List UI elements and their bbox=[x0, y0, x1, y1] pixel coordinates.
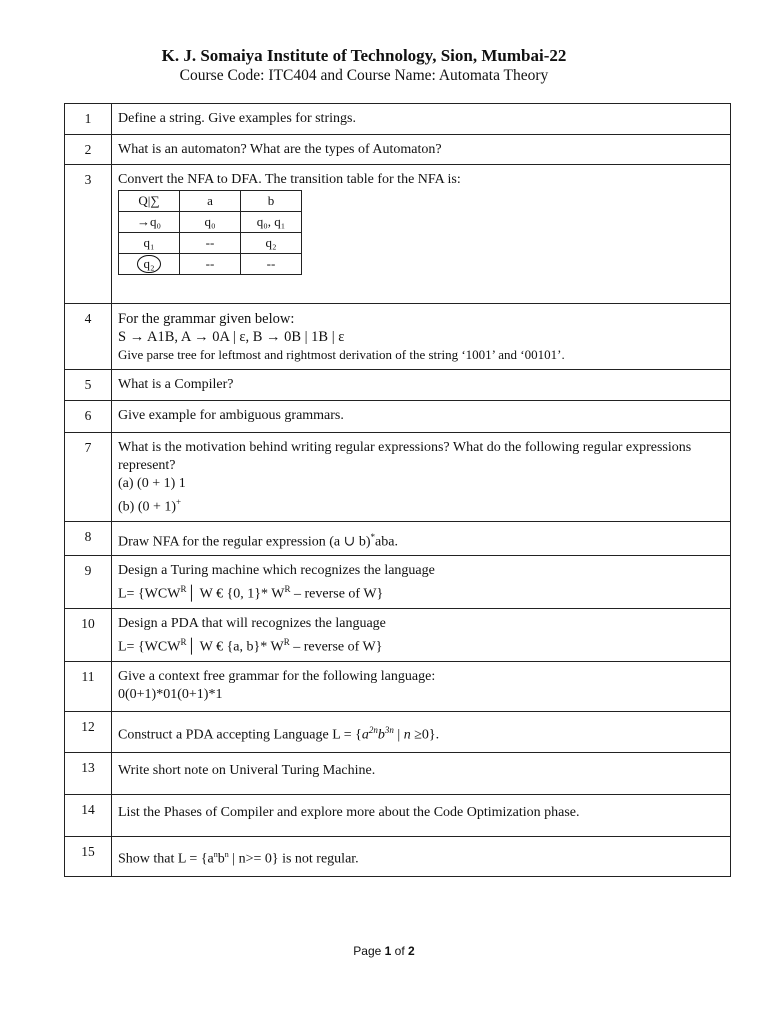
question-text: Write short note on Univeral Turing Machine. bbox=[112, 752, 731, 794]
question-row bbox=[65, 401, 731, 433]
question-text: What is a Compiler? bbox=[112, 370, 731, 401]
table-cell: q₀ bbox=[180, 212, 241, 233]
question-row bbox=[65, 304, 731, 370]
question-number: 12 bbox=[65, 711, 112, 752]
question-number: 14 bbox=[65, 794, 112, 836]
question-text: Construct a PDA accepting Language $L = \{a^{2n}b^{3n}$ | n ≥0}. bbox=[112, 711, 731, 752]
question-number: 11 bbox=[65, 661, 112, 711]
question-text: For the grammar given below: S → A1B, A → 0A | ε, B → 0B | 1B | ε Give parse tree for leftmost and rightmost derivation of the string ‘1001’ and ‘00101’. bbox=[112, 304, 731, 370]
question-row bbox=[65, 661, 731, 711]
question-text: List the Phases of Compiler and explore more about the Code Optimization phase. bbox=[112, 794, 731, 836]
question-text: Define a string. Give examples for strings. bbox=[112, 104, 731, 135]
question-text: Give a context free grammar for the following language: 0(0+1)*01(0+1)*1 bbox=[112, 661, 731, 711]
question-number: 3 bbox=[65, 165, 112, 304]
institute-title: K. J. Somaiya Institute of Technology, Sion, Mumbai-22 bbox=[161, 46, 567, 65]
course-subtitle: Course Code: ITC404 and Course Name: Automata Theory bbox=[179, 67, 549, 84]
question-text: What is an automaton? What are the types of Automaton? bbox=[112, 135, 731, 165]
table-cell: q₀, q₁ bbox=[241, 212, 302, 233]
question-text: Show that $L = \{a^nb^n$ | n>= 0} is not regular. bbox=[112, 836, 731, 876]
question-row bbox=[65, 370, 731, 401]
question-number: 10 bbox=[65, 608, 112, 661]
table-cell: -- bbox=[241, 254, 302, 275]
question-number: 1 bbox=[65, 104, 112, 135]
question-text: Convert the NFA to DFA. The transition table for the NFA is: Q|∑ a b →q₀ q₀ q₀, q₁ q₁ -- q₂ q₂ -- -- bbox=[112, 165, 731, 304]
table-header: b bbox=[241, 191, 302, 212]
question-number: 4 bbox=[65, 304, 112, 370]
question-number: 13 bbox=[65, 752, 112, 794]
table-cell: -- bbox=[180, 254, 241, 275]
question-number: 15 bbox=[65, 836, 112, 876]
final-state-circle: q₂ bbox=[137, 255, 160, 273]
question-row bbox=[65, 711, 731, 752]
question-text: What is the motivation behind writing regular expressions? What do the following regular expressions represent? (a) (0 + 1) 1 (b) (0 + 1)+ bbox=[112, 433, 731, 522]
question-row bbox=[65, 104, 731, 135]
question-row bbox=[65, 521, 731, 556]
question-table bbox=[64, 103, 731, 877]
question-row bbox=[65, 165, 731, 304]
table-cell bbox=[119, 254, 180, 275]
table-cell: q₂ bbox=[241, 233, 302, 254]
question-number: 5 bbox=[65, 370, 112, 401]
question-number: 9 bbox=[65, 556, 112, 609]
question-text: Design a Turing machine which recognizes the language $L= \{WCW^R│$ W € {0, 1}* $W^R$ – reverse of W} bbox=[112, 556, 731, 609]
nfa-transition-table bbox=[118, 190, 302, 275]
question-row bbox=[65, 752, 731, 794]
page-footer: Page 1 of 2 bbox=[353, 944, 415, 958]
question-row bbox=[65, 135, 731, 165]
table-header: a bbox=[180, 191, 241, 212]
question-text: Draw NFA for the regular expression (a ∪ b)*aba. bbox=[112, 521, 731, 556]
question-number: 7 bbox=[65, 433, 112, 522]
question-row bbox=[65, 836, 731, 876]
question-row bbox=[65, 556, 731, 609]
question-row bbox=[65, 433, 731, 522]
table-cell: →q₀ bbox=[119, 212, 180, 233]
table-header: Q|∑ bbox=[119, 191, 180, 212]
question-text: Design a PDA that will recognizes the language $L= \{WCW^R│$ W € {a, b}* $W^R$ – reverse of W} bbox=[112, 608, 731, 661]
question-text: Give example for ambiguous grammars. bbox=[112, 401, 731, 433]
question-number: 8 bbox=[65, 521, 112, 556]
table-cell: q₁ bbox=[119, 233, 180, 254]
table-cell: -- bbox=[180, 233, 241, 254]
question-number: 2 bbox=[65, 135, 112, 165]
question-row bbox=[65, 608, 731, 661]
question-number: 6 bbox=[65, 401, 112, 433]
question-row bbox=[65, 794, 731, 836]
